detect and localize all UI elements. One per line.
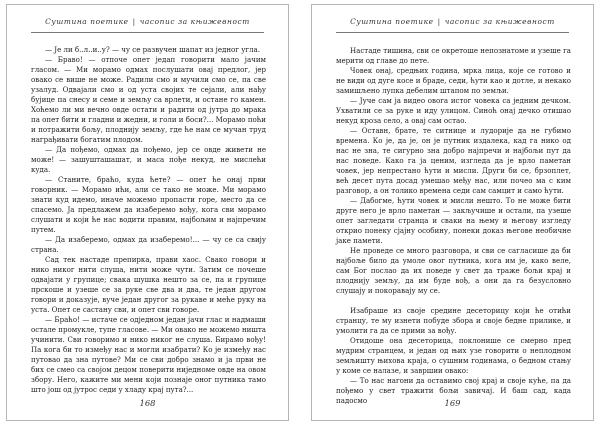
header-subtitle: часопис за књижевност xyxy=(444,17,555,26)
header-separator: | xyxy=(437,17,441,26)
header-title: Суштина поетике xyxy=(350,17,434,26)
paragraph: — Браћо! — истаче се одједном један јачи глас и надмаши остале промукле, тупе гласове. — Ми овако не можемо ништа учинити. Сви говоримо и нико никог не слуша. Бирамо вођу! Па кога би то између нас и могли изабрати? Ко је између нас путовао да зна путове? Ми се сви добро знамо и ја први не бих се смео са својом децом поверити ниједноме овде на овом збору. Него, кажите ми мени који познаје оног путника тамо што још од јутрос седи у хладу крај пута?... xyxy=(31,315,266,394)
paragraph: — Дабогме, ћути човек и мисли нешто. То не може бити друге него је врло паметан — закључише и остали, па узеше опет загледати странца и сваки на њему и његову изгледу открио понеку сјајну особину, понеки доказ његове необичне јаке памети. xyxy=(336,196,571,245)
page-number: 169 xyxy=(444,398,461,408)
header-rule xyxy=(336,32,569,33)
paragraph: — Да изаберемо, одмах да изаберемо!... — чу се са свију страна. xyxy=(31,235,266,254)
paragraph: Не проведе се много разговора, и сви се сагласише да би најбоље било да умоле овог путника, кога им је, како веле, сам Бог послао да их поведе у свет да траже бољи крај и плоднију земљу, да им буде вођ, а они да га безусловно слушају и покоравају му се. xyxy=(336,246,571,295)
paragraph: — Је ли б..л..и..у? — чу се развучен шапат из једног угла. xyxy=(45,45,260,54)
paragraph: — Браво! — отпоче опет једап говорити мало јачим гласом. — Ми морамо одмах послушати овај предлог, јер овако се више не може. Радили смо и мучили смо се, па све узалуд. Одвајали смо и од уста својих те сејали, али нађу бујице па снесу и семе и земљу са врлети, и остане го камен. Хоћемо ли ми вечно овде остати и радити од јутра до мрака па опет бити и гладни и жедни, и голи и боси?... Морамо поћи и потражити бољу, плоднију земљу, где ће нам се мучан труд награђивати богатим плодом. xyxy=(31,55,266,144)
paragraph: — То нас нагони да оставимо свој крај и своје куће, па да пођемо у свет тражити бољи завичај. И баш сад, када падосмо xyxy=(336,376,571,405)
page-text xyxy=(31,45,266,395)
paragraph: — Станите, браћо, куда ћете? — опет ће онај први говорник. — Морамо ићи, али се тако не може. Ми морамо знати куд идемо, иначе можемо пропасти горе, место да се спасемо. Ја предлажем да изаберемо вођу, кога сви морамо слушати и који ће нас водити правим, најбољим и најпречим путем. xyxy=(31,175,266,234)
paragraph: — Јуче сам ја видео овога истог човека са једним дечком. Ухватили се за руке и иду улицом. Синоћ онај дечко отишао некуд кроза село, а овај сам остао. xyxy=(336,96,571,125)
paragraph: Изабраше из своје средине десеторицу који ће отићи странцу, те му изнети побуде збора и своје бедне прилике, и умолити га да се прими за вођу. xyxy=(336,306,571,335)
header-rule xyxy=(31,32,264,33)
paragraph: Отидоше она десеторица, поклонише се смерно пред мудрим странцем, и један од њих узе говорити о неплодном земљишту њихова краја, о сушним годинама, о бедном стању у коме се налазе, и завршии овако: xyxy=(336,336,571,375)
right-page xyxy=(311,4,594,421)
header-title: Суштина поетике xyxy=(45,17,129,26)
paragraph: Човек онај, средњих година, мрка лица, које се готово и не види од дуге косе и браде, седи, ћути као и дотле, и некако замишљено лупка дебелим штапом по земљи. xyxy=(336,66,571,95)
header-subtitle: часопис за књижевност xyxy=(139,17,250,26)
header-separator: | xyxy=(132,17,136,26)
page-text xyxy=(336,46,571,406)
paragraph: — Да пођемо, одмах да пођемо, јер се овде живети не може! — зашушташашат, и маса пође некуд, не мислећи куда. xyxy=(31,145,266,174)
running-header xyxy=(338,17,567,26)
page-number: 168 xyxy=(139,398,156,408)
running-header xyxy=(33,17,262,26)
paragraph: — Оставн, брате, те ситнице и лудорије да не губимо времена. Ко је, да је, он је путник издалека, кад га нико од нас не зна, те сигурно зна добро најпречи и најбољи пут да нас поведе. Како га ја ценим, изгледа да је врло паметан човек, јер непрестано ћути и мисли. Други би се, брзоплет, већ десет пута досад умешао међу нас, или почео ма с ким разговор, а он толико времена седи сам самцит и само ћути. xyxy=(336,126,571,195)
paragraph: Настаде тишина, сви се окретоше непознатоме и узеше га мерити од главе до пете. xyxy=(336,46,571,65)
paragraph: Сад тек настаде препирка, прави хаос. Свако говори и нико никог нити слуша, нити може чути. Затим се почеше одвајати у групице; свака шушка нешто за се, па и групице прскоше и узеше се за руке све два и два, те један другом говори и доказује, вуче један другог за рукаве и меће руку на уста. Опет се састану сви, и опет сви говоре. xyxy=(31,255,266,314)
left-page xyxy=(6,4,289,421)
